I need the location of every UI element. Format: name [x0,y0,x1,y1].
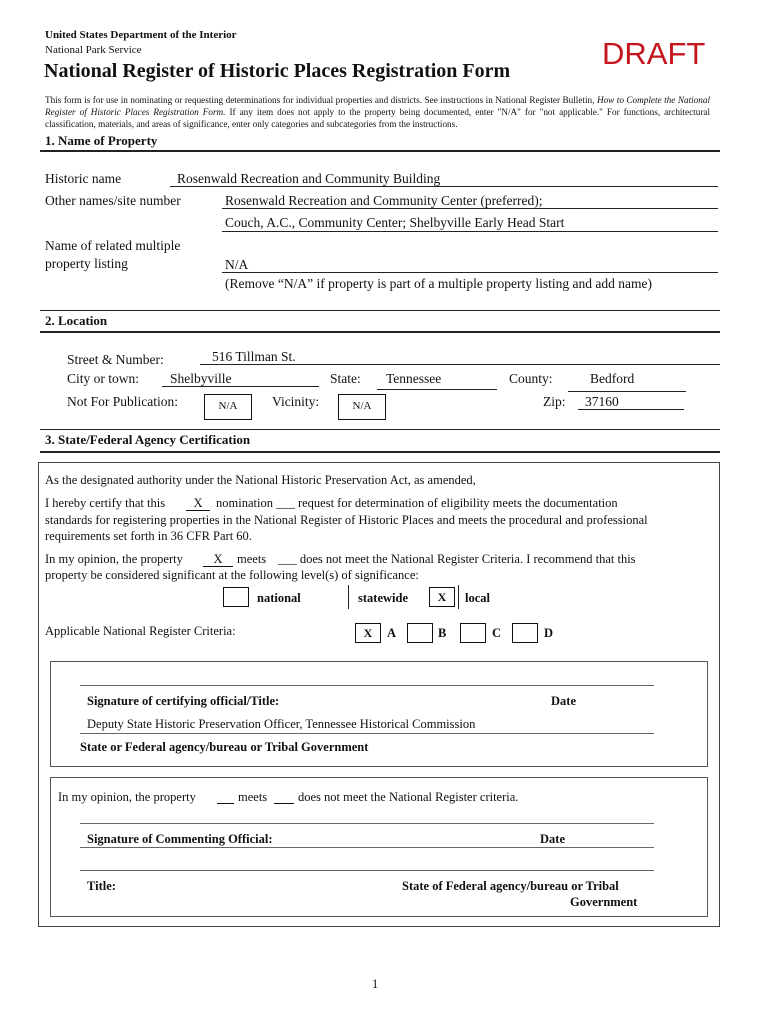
comment-opinion-c: does not meet the National Register criteria. [298,790,519,804]
field-line [80,733,654,734]
nomination-mark[interactable]: X [186,496,210,511]
field-line [222,231,718,232]
national-label: national [257,591,301,605]
related-listing-label-2: property listing [45,256,128,271]
cert-paragraph-2b: nomination ___ request for determination of eligibility meets the documentation [216,496,618,510]
commenting-signature-label: Signature of Commenting Official: [87,832,273,846]
cert-paragraph-1: As the designated authority under the National Historic Preservation Act, as amended, [45,473,476,487]
local-checkbox[interactable]: X [429,587,455,607]
meets-mark[interactable]: X [203,552,233,567]
cert-paragraph-3b: meets [237,552,267,566]
section-divider [40,429,720,430]
criteria-label: Applicable National Register Criteria: [45,624,236,638]
zip-label: Zip: [543,394,566,409]
level-divider [458,585,459,609]
state-value: Tennessee [386,371,442,386]
county-label: County: [509,371,553,386]
service-name: National Park Service [45,44,142,56]
criterion-d-label: D [544,626,554,640]
criterion-c-label: C [492,626,502,640]
comment-opinion-a: In my opinion, the property [58,790,196,804]
section-divider [40,310,720,311]
field-line [222,272,718,273]
signature-line[interactable] [80,823,654,824]
street-label: Street & Number: [67,352,164,367]
certifying-agency-label: State or Federal agency/bureau or Tribal Government [80,740,369,754]
comment-not-meets-blank[interactable] [274,803,294,804]
cert-paragraph-2c: standards for registering properties in the National Register of Historic Places and meets the procedural and professional [45,513,648,527]
section-2-heading: 2. Location [45,313,108,328]
field-line [578,409,684,410]
related-listing-note: (Remove “N/A” if property is part of a multiple property listing and add name) [225,276,653,291]
criterion-d-checkbox[interactable] [512,623,538,643]
comment-meets-blank[interactable] [217,803,234,804]
commenting-date-label: Date [540,832,565,846]
street-value: 516 Tillman St. [212,349,296,364]
criterion-b-label: B [438,626,447,640]
cert-paragraph-3a: In my opinion, the property [45,552,183,566]
field-line [170,186,718,187]
field-line [377,389,497,390]
criterion-b-checkbox[interactable] [407,623,433,643]
local-label: local [465,591,490,605]
field-line [568,391,686,392]
city-value: Shelbyville [170,371,232,386]
national-checkbox[interactable] [223,587,249,607]
other-names-label: Other names/site number [45,193,181,208]
cert-paragraph-3d: property be considered significant at the following level(s) of significance: [45,568,419,582]
commenting-agency-label-2: Government [570,895,638,909]
section-1-heading: 1. Name of Property [45,133,158,148]
other-names-value-2: Couch, A.C., Community Center; Shelbyville Early Head Start [225,215,565,230]
certifying-signature-label: Signature of certifying official/Title: [87,694,280,708]
not-for-publication-box[interactable]: N/A [204,394,252,420]
certifying-date-label: Date [551,694,576,708]
official-title-value: Deputy State Historic Preservation Officer, Tennessee Historical Commission [87,717,476,731]
commenting-title-label: Title: [87,879,116,893]
related-listing-label-1: Name of related multiple [45,238,181,253]
cert-paragraph-3c: ___ does not meet the National Register Criteria. I recommend that this [278,552,636,566]
field-line [162,386,319,387]
section-3-heading: 3. State/Federal Agency Certification [45,432,251,447]
level-divider [348,585,349,609]
city-label: City or town: [67,371,140,386]
zip-value: 37160 [585,394,619,409]
cert-paragraph-2d: requirements set forth in 36 CFR Part 60. [45,529,252,543]
commenting-agency-label-1: State of Federal agency/bureau or Tribal [402,879,619,893]
cert-paragraph-2a: I hereby certify that this [45,496,166,510]
section-divider [40,150,720,152]
page-number: 1 [372,977,379,991]
county-value: Bedford [590,371,635,386]
comment-opinion-b: meets [238,790,268,804]
historic-name-label: Historic name [45,171,122,186]
draft-watermark: DRAFT [602,36,706,71]
intro-text: This form is for use in nominating or requesting determinations for individual properties and districts. See instructions in National Register Bulletin, How to Complete the National Register of Historic Places Registration Form. If any item does not apply to the property being documented, enter "N/A" for "not applicable." For functions, architectural classification, materials, and areas of significance, enter only categories and subcategories from the instructions. [45,95,711,129]
field-line [80,847,654,848]
field-line [80,870,654,871]
section-divider [40,451,720,453]
other-names-value-1: Rosenwald Recreation and Community Center (preferred); [225,193,543,208]
signature-line[interactable] [80,685,654,686]
state-label: State: [330,371,361,386]
vicinity-label: Vicinity: [272,394,320,409]
field-line [222,208,718,209]
department-name: United States Department of the Interior [45,29,237,41]
related-listing-value: N/A [225,257,249,272]
statewide-label: statewide [358,591,408,605]
not-for-publication-label: Not For Publication: [67,394,178,409]
vicinity-box[interactable]: N/A [338,394,386,420]
criterion-a-label: A [387,626,397,640]
criterion-a-checkbox[interactable]: X [355,623,381,643]
section-divider [40,331,720,333]
field-line [200,364,720,365]
historic-name-value: Rosenwald Recreation and Community Building [177,171,441,186]
form-title: National Register of Historic Places Registration Form [44,60,511,82]
criterion-c-checkbox[interactable] [460,623,486,643]
